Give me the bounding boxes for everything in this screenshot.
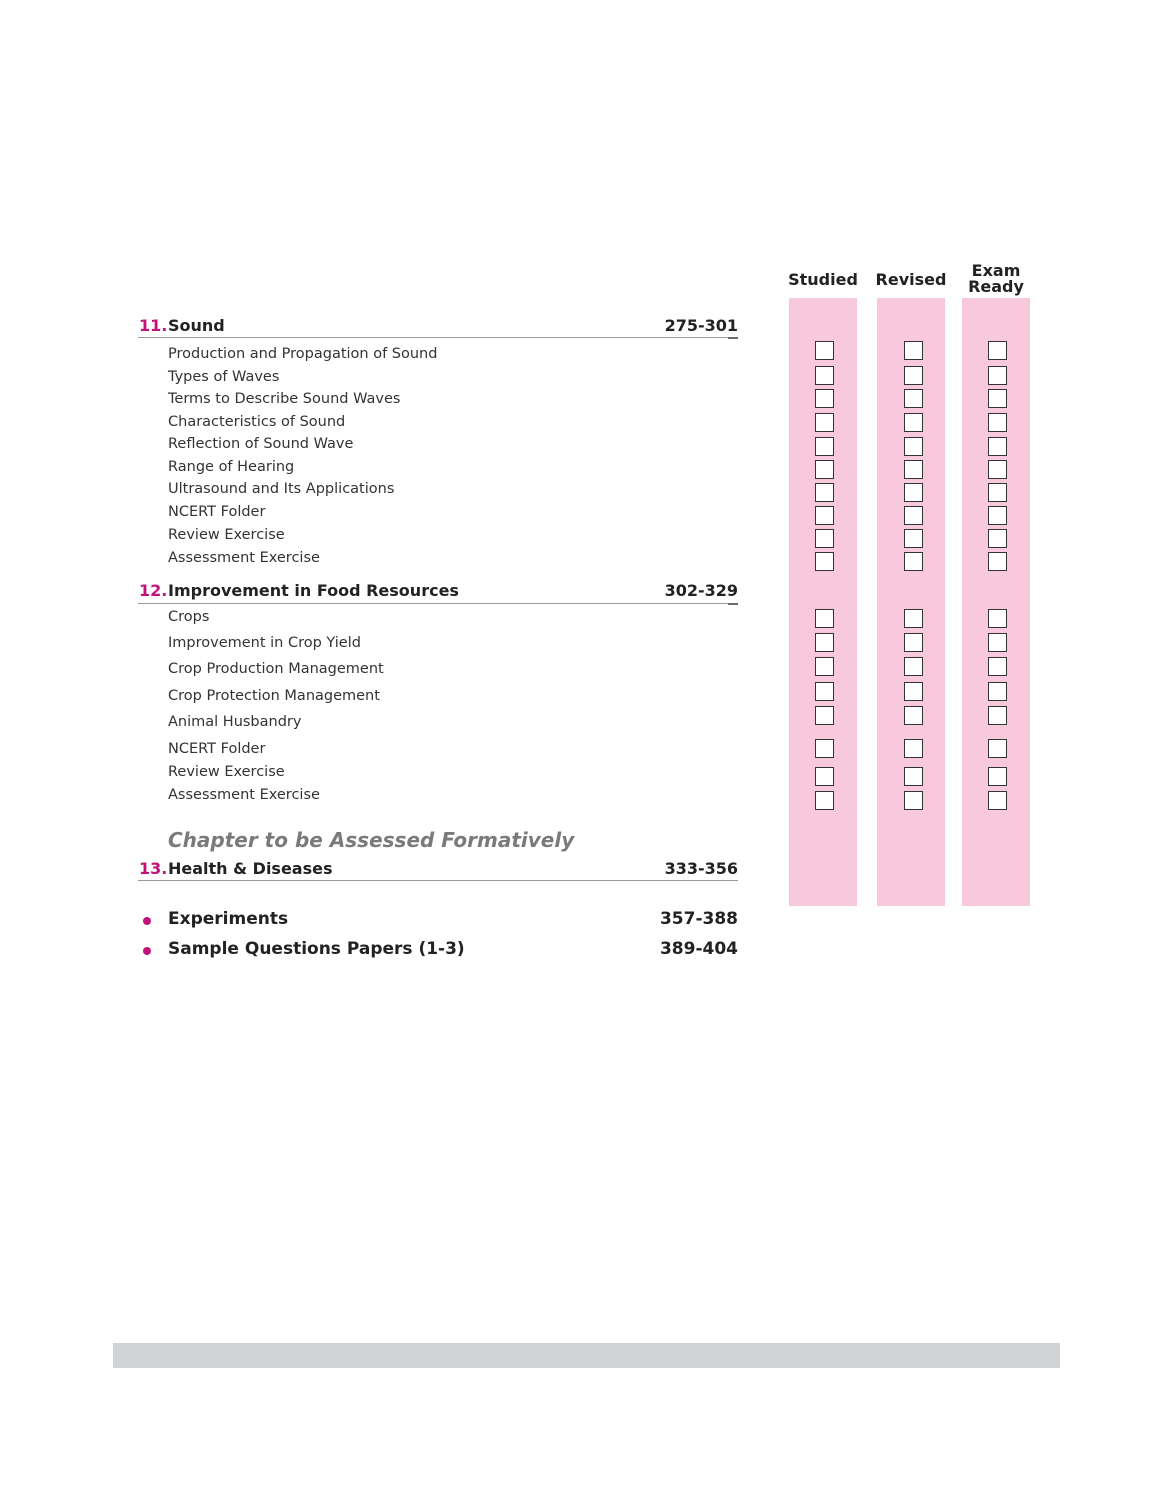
ch11-topic-6-studied-checkbox[interactable] xyxy=(815,460,834,479)
ch11-topic-6-exam-ready-checkbox[interactable] xyxy=(988,460,1007,479)
ch12-topic-8-revised-checkbox[interactable] xyxy=(904,791,923,810)
chapter-11-number: 11. xyxy=(139,316,168,335)
exam-ready-header-line2: Ready xyxy=(968,277,1024,296)
ch11-topic-4-exam-ready-checkbox[interactable] xyxy=(988,413,1007,432)
ch11-topic-3-exam-ready-checkbox[interactable] xyxy=(988,389,1007,408)
ch12-topic-3-exam-ready-checkbox[interactable] xyxy=(988,657,1007,676)
ch12-topic-6-revised-checkbox[interactable] xyxy=(904,739,923,758)
ch11-topic-7-revised-checkbox[interactable] xyxy=(904,483,923,502)
ch12-topic-7-exam-ready-checkbox[interactable] xyxy=(988,767,1007,786)
ch11-topic-10-studied-checkbox[interactable] xyxy=(815,552,834,571)
chapter-12-rule xyxy=(138,603,738,604)
ch11-topic-5: Reflection of Sound Wave xyxy=(168,436,354,452)
chapter-12-rule-end xyxy=(728,603,738,605)
formative-note: Chapter to be Assessed Formatively xyxy=(168,828,575,852)
ch12-topic-4-exam-ready-checkbox[interactable] xyxy=(988,682,1007,701)
ch11-topic-9-exam-ready-checkbox[interactable] xyxy=(988,529,1007,548)
ch12-topic-1-studied-checkbox[interactable] xyxy=(815,609,834,628)
exam-ready-header xyxy=(951,263,1041,295)
ch11-topic-1-revised-checkbox[interactable] xyxy=(904,341,923,360)
ch12-topic-7: Review Exercise xyxy=(168,764,285,780)
ch11-topic-4-studied-checkbox[interactable] xyxy=(815,413,834,432)
ch12-topic-5: Animal Husbandry xyxy=(168,714,302,730)
ch11-topic-9-studied-checkbox[interactable] xyxy=(815,529,834,548)
ch11-topic-4: Characteristics of Sound xyxy=(168,414,346,430)
ch11-topic-4-revised-checkbox[interactable] xyxy=(904,413,923,432)
ch11-topic-1: Production and Propagation of Sound xyxy=(168,346,438,362)
ch12-topic-6-studied-checkbox[interactable] xyxy=(815,739,834,758)
ch11-topic-9: Review Exercise xyxy=(168,527,285,543)
chapter-11-title: Sound xyxy=(168,316,225,335)
ch12-topic-8: Assessment Exercise xyxy=(168,787,320,803)
ch12-topic-1-exam-ready-checkbox[interactable] xyxy=(988,609,1007,628)
ch12-topic-8-studied-checkbox[interactable] xyxy=(815,791,834,810)
ch12-topic-7-revised-checkbox[interactable] xyxy=(904,767,923,786)
chapter-13-pages: 333-356 xyxy=(664,859,738,878)
chapter-13-title: Health & Diseases xyxy=(168,859,333,878)
ch12-topic-4-revised-checkbox[interactable] xyxy=(904,682,923,701)
ch11-topic-8: NCERT Folder xyxy=(168,504,266,520)
chapter-13-rule xyxy=(138,880,738,881)
chapter-11-rule-end xyxy=(728,337,738,339)
ch12-topic-2: Improvement in Crop Yield xyxy=(168,635,361,651)
ch12-topic-6-exam-ready-checkbox[interactable] xyxy=(988,739,1007,758)
ch11-topic-2-revised-checkbox[interactable] xyxy=(904,366,923,385)
ch12-topic-5-revised-checkbox[interactable] xyxy=(904,706,923,725)
ch11-topic-2: Types of Waves xyxy=(168,369,280,385)
revised-header: Revised xyxy=(875,270,947,289)
ch12-topic-8-exam-ready-checkbox[interactable] xyxy=(988,791,1007,810)
ch11-topic-8-exam-ready-checkbox[interactable] xyxy=(988,506,1007,525)
ch12-topic-2-exam-ready-checkbox[interactable] xyxy=(988,633,1007,652)
exam-ready-header-line1: Exam xyxy=(971,261,1021,280)
ch11-topic-10: Assessment Exercise xyxy=(168,550,320,566)
footer-bar xyxy=(113,1343,1060,1368)
sample-papers-title: Sample Questions Papers (1-3) xyxy=(168,939,465,959)
sample-papers-pages: 389-404 xyxy=(659,939,738,959)
sample-papers-bullet xyxy=(143,947,151,955)
ch11-topic-5-revised-checkbox[interactable] xyxy=(904,437,923,456)
chapter-11-pages: 275-301 xyxy=(664,316,738,335)
ch11-topic-9-revised-checkbox[interactable] xyxy=(904,529,923,548)
ch11-topic-2-studied-checkbox[interactable] xyxy=(815,366,834,385)
ch12-topic-2-revised-checkbox[interactable] xyxy=(904,633,923,652)
ch12-topic-5-exam-ready-checkbox[interactable] xyxy=(988,706,1007,725)
studied-header: Studied xyxy=(788,270,858,289)
ch11-topic-10-exam-ready-checkbox[interactable] xyxy=(988,552,1007,571)
chapter-11-rule xyxy=(138,337,738,338)
experiments-pages: 357-388 xyxy=(659,909,738,929)
ch12-topic-4: Crop Protection Management xyxy=(168,688,380,704)
ch11-topic-1-exam-ready-checkbox[interactable] xyxy=(988,341,1007,360)
ch11-topic-3-revised-checkbox[interactable] xyxy=(904,389,923,408)
experiments-bullet xyxy=(143,917,151,925)
ch11-topic-5-exam-ready-checkbox[interactable] xyxy=(988,437,1007,456)
ch11-topic-2-exam-ready-checkbox[interactable] xyxy=(988,366,1007,385)
ch11-topic-7-exam-ready-checkbox[interactable] xyxy=(988,483,1007,502)
chapter-13-number: 13. xyxy=(139,859,168,878)
ch11-topic-6: Range of Hearing xyxy=(168,459,295,475)
ch11-topic-6-revised-checkbox[interactable] xyxy=(904,460,923,479)
ch11-topic-10-revised-checkbox[interactable] xyxy=(904,552,923,571)
ch11-topic-8-revised-checkbox[interactable] xyxy=(904,506,923,525)
ch12-topic-3: Crop Production Management xyxy=(168,661,384,677)
ch12-topic-2-studied-checkbox[interactable] xyxy=(815,633,834,652)
ch12-topic-3-studied-checkbox[interactable] xyxy=(815,657,834,676)
ch11-topic-7: Ultrasound and Its Applications xyxy=(168,481,395,497)
ch11-topic-7-studied-checkbox[interactable] xyxy=(815,483,834,502)
ch12-topic-6: NCERT Folder xyxy=(168,741,266,757)
ch11-topic-8-studied-checkbox[interactable] xyxy=(815,506,834,525)
chapter-12-number: 12. xyxy=(139,581,168,600)
ch12-topic-1-revised-checkbox[interactable] xyxy=(904,609,923,628)
ch12-topic-7-studied-checkbox[interactable] xyxy=(815,767,834,786)
chapter-12-title: Improvement in Food Resources xyxy=(168,581,459,600)
experiments-title: Experiments xyxy=(168,909,289,929)
ch12-topic-3-revised-checkbox[interactable] xyxy=(904,657,923,676)
ch11-topic-3: Terms to Describe Sound Waves xyxy=(168,391,401,407)
ch12-topic-1: Crops xyxy=(168,609,210,625)
ch11-topic-5-studied-checkbox[interactable] xyxy=(815,437,834,456)
ch11-topic-3-studied-checkbox[interactable] xyxy=(815,389,834,408)
chapter-12-pages: 302-329 xyxy=(664,581,738,600)
ch12-topic-4-studied-checkbox[interactable] xyxy=(815,682,834,701)
ch12-topic-5-studied-checkbox[interactable] xyxy=(815,706,834,725)
ch11-topic-1-studied-checkbox[interactable] xyxy=(815,341,834,360)
